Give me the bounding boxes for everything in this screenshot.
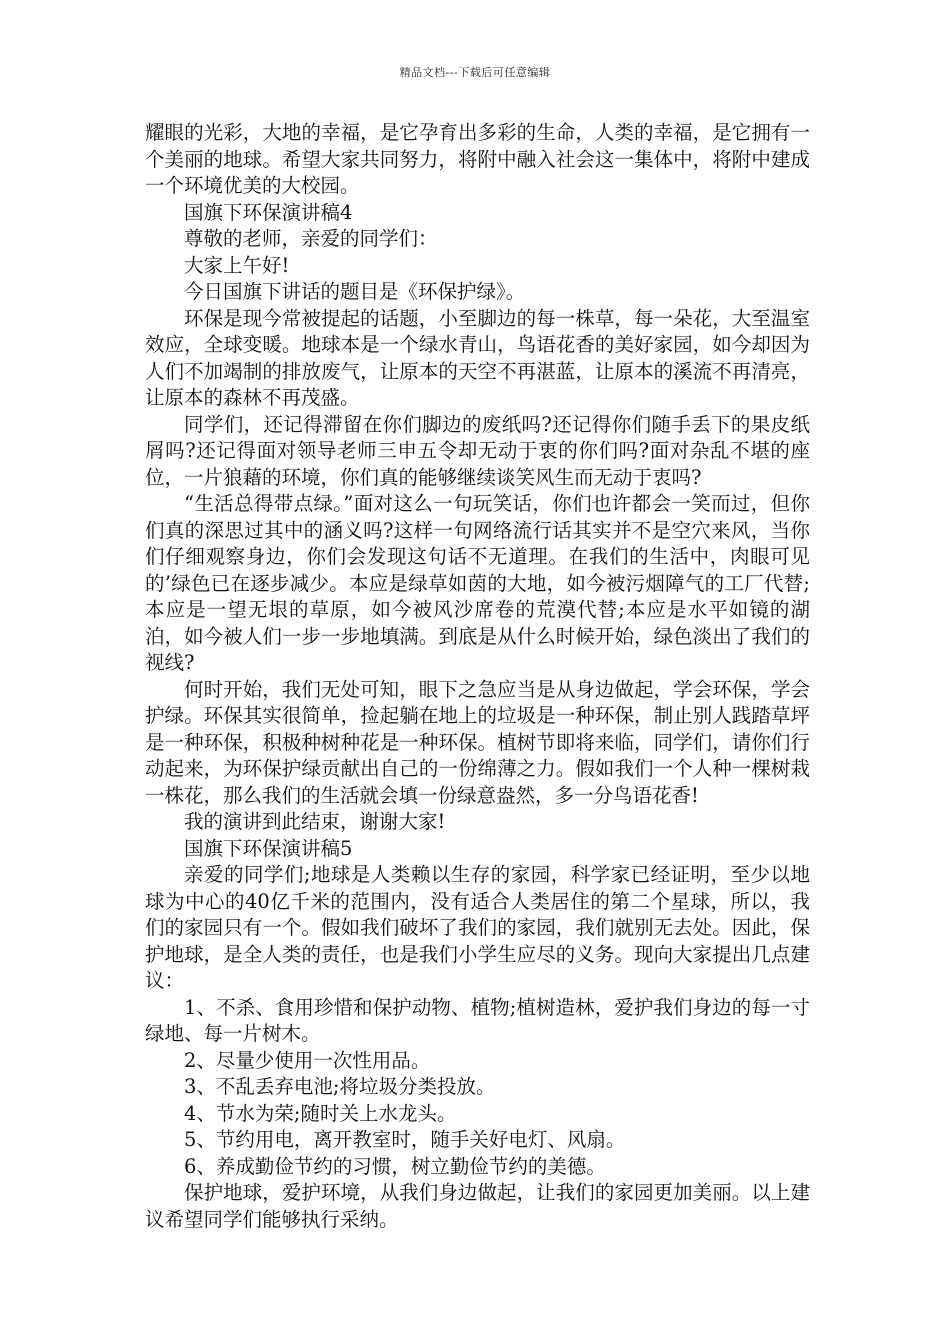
paragraph: 何时开始，我们无处可知，眼下之急应当是从身边做起，学会环保，学会护绿。环保其实很简单，捡起躺在地上的垃圾是一种环保，制止别人践踏草坪是一种环保，积极种树种花是一种环保。植树节即将来临，同学们，请你们行动起来，为环保护绿贡献出自己的一份绵薄之力。假如我们一个人种一棵树栽一株花，那么我们的生活就会填一份绿意盎然，多一分鸟语花香! [145,677,810,807]
paragraph: “生活总得带点绿。”面对这么一句玩笑话，你们也许都会一笑而过，但你们真的深思过其中的涵义吗?这样一句网络流行话其实并不是空穴来风，当你们仔细观察身边，你们会发现这句话不无道理。在我们的生活中，肉眼可见的’绿色已在逐步减少。本应是绿草如茵的大地，如今被污烟障气的工厂代替;本应是一望无垠的草原，如今被风沙席卷的荒漠代替;本应是水平如镜的湖泊，如今被人们一步一步地填满。到底是从什么时候开始，绿色淡出了我们的视线? [145,492,810,674]
document-body [145,120,810,1233]
suggestion-item: 3、不乱丢弃电池;将垃圾分类投放。 [184,1075,496,1098]
suggestion-item: 4、节水为荣;随时关上水龙头。 [184,1101,457,1125]
closing-line: 我的演讲到此结束，谢谢大家! [184,810,446,833]
paragraph: 同学们，还记得滞留在你们脚边的废纸吗?还记得你们随手丢下的果皮纸屑吗?还记得面对领导老师三申五令却无动于衷的你们吗?面对杂乱不堪的座位，一片狼藉的环境，你们真的能够继续谈笑风生而无动于衷吗? [145,412,810,489]
paragraph: 亲爱的同学们;地球是人类赖以生存的家园，科学家已经证明，至少以地球为中心的40亿千米的范围内，没有适合人类居住的第二个星球，所以，我们的家园只有一个。假如我们破坏了我们的家园，我们就别无去处。因此，保护地球，是全人类的责任，也是我们小学生应尽的义务。现向大家提出几点建议： [145,863,810,992]
section-heading-speech-4: 国旗下环保演讲稿4 [184,200,353,224]
suggestion-item: 2、尽量少使用一次性用品。 [184,1048,431,1072]
paragraph: 环保是现今常被提起的话题，小至脚边的每一株草，每一朵花，大至温室效应，全球变暖。地球本是一个绿水青山，鸟语花香的美好家园，如今却因为人们不加竭制的排放废气，让原本的天空不再湛蓝，让原本的溪流不再清亮，让原本的森林不再茂盛。 [145,306,810,409]
greeting: 大家上午好! [184,253,290,277]
suggestion-item: 1、不杀、食用珍惜和保护动物、植物;植树造林，爱护我们身边的每一寸绿地、每一片树木。 [145,995,810,1045]
speech-topic: 今日国旗下讲话的题目是《环保护绿》。 [184,280,526,303]
paragraph-conclusion: 保护地球，爱护环境，从我们身边做起，让我们的家园更加美丽。以上建议希望同学们能够执行采纳。 [145,1181,810,1231]
salutation: 尊敬的老师，亲爱的同学们： [184,227,438,250]
suggestion-item: 6、养成勤俭节约的习惯，树立勤俭节约的美德。 [184,1154,606,1178]
paragraph-continuation: 耀眼的光彩，大地的幸福，是它孕育出多彩的生命，人类的幸福，是它拥有一个美丽的地球。希望大家共同努力，将附中融入社会这一集体中，将附中建成一个环境优美的大校园。 [145,121,810,197]
section-heading-speech-5: 国旗下环保演讲稿5 [184,836,353,860]
suggestion-item: 5、节约用电，离开教室时，随手关好电灯、风扇。 [184,1128,626,1151]
page-header: 精品文档---下载后可任意编辑 [399,66,551,79]
